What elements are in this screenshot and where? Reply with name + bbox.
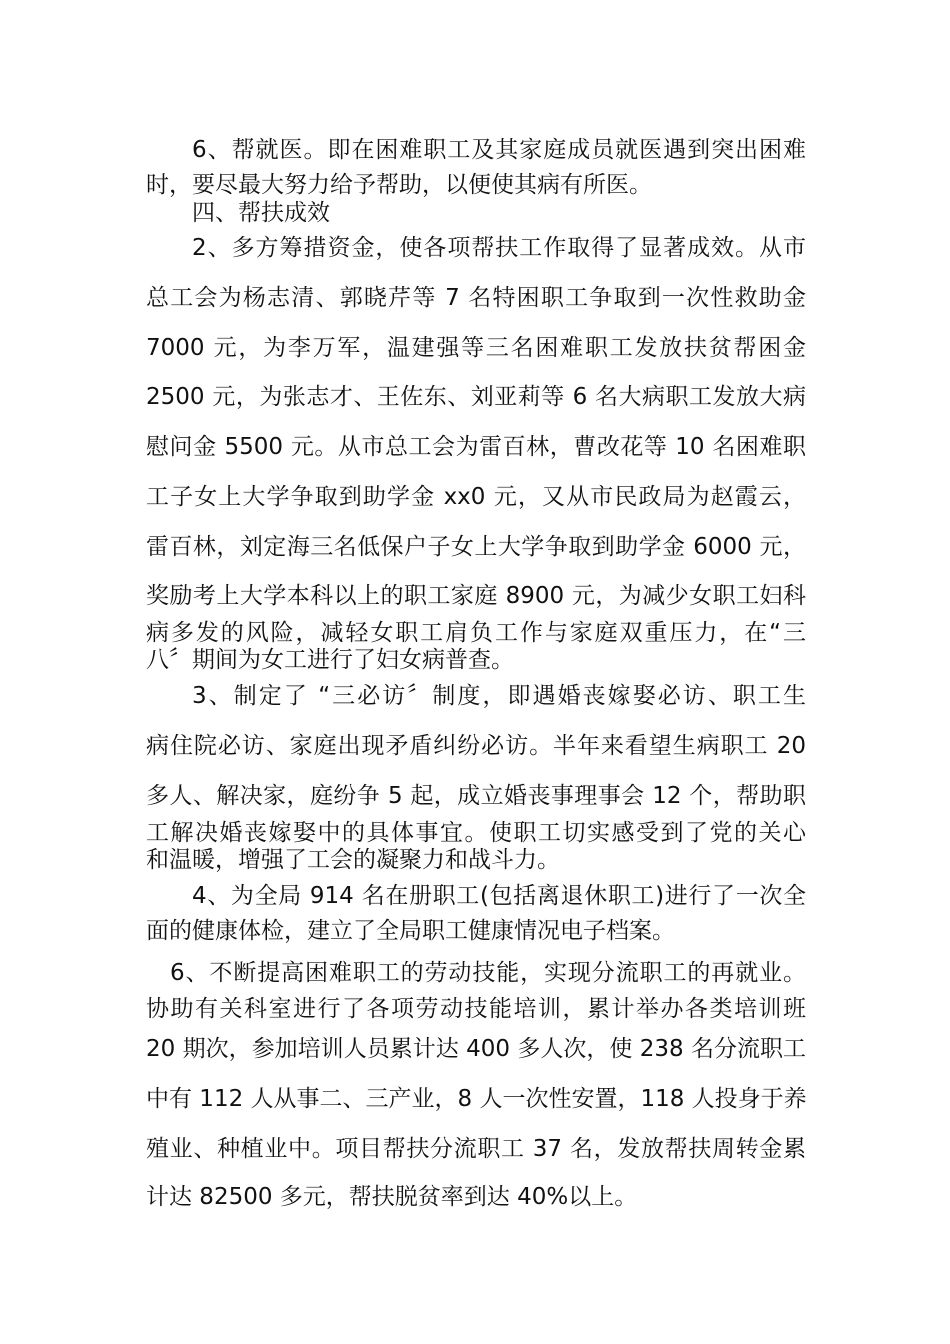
paragraph-line: 八〞期间为女工进行了妇女病普查。 [146,647,514,673]
paragraph-line: 协助有关科室进行了各项劳动技能培训，累计举办各类培训班 [146,996,806,1022]
paragraph-line: 6、不断提高困难职工的劳动技能，实现分流职工的再就业。 [170,960,806,986]
paragraph-line: 3、制定了 “三必访〞制度，即遇婚丧嫁娶必访、职工生 [192,683,806,709]
paragraph-line: 工解决婚丧嫁娶中的具体事宜。使职工切实感受到了党的关心 [146,820,806,846]
paragraph-line: 4、为全局 914 名在册职工(包括离退休职工)进行了一次全 [192,883,806,909]
paragraph-line: 6、帮就医。即在困难职工及其家庭成员就医遇到突出困难 [192,137,806,163]
paragraph-line: 奖励考上大学本科以上的职工家庭 8900 元，为减少女职工妇科 [146,583,806,609]
section-heading: 四、帮扶成效 [192,200,330,226]
paragraph-line: 面的健康体检，建立了全局职工健康情况电子档案。 [146,918,675,944]
paragraph-line: 和温暖，增强了工会的凝聚力和战斗力。 [146,847,560,873]
paragraph-line: 中有 112 人从事二、三产业，8 人一次性安置，118 人投身于养 [146,1086,807,1112]
paragraph-line: 2、多方筹措资金，使各项帮扶工作取得了显著成效。从市 [192,235,806,261]
paragraph-line: 时，要尽最大努力给予帮助，以便使其病有所医。 [146,172,652,198]
paragraph-line: 7000 元，为李万军，温建强等三名困难职工发放扶贫帮困金 [146,335,806,361]
paragraph-line: 2500 元，为张志才、王佐东、刘亚莉等 6 名大病职工发放大病 [146,384,806,410]
paragraph-line: 雷百林，刘定海三名低保户子女上大学争取到助学金 6000 元， [146,534,806,560]
paragraph-line: 20 期次，参加培训人员累计达 400 多人次，使 238 名分流职工 [146,1036,806,1062]
paragraph-line: 慰问金 5500 元。从市总工会为雷百林，曹改花等 10 名困难职 [146,434,806,460]
paragraph-line: 病住院必访、家庭出现矛盾纠纷必访。半年来看望生病职工 20 [146,733,806,759]
paragraph-line: 病多发的风险，减轻女职工肩负工作与家庭双重压力，在“三 [146,620,806,646]
paragraph-line: 殖业、种植业中。项目帮扶分流职工 37 名，发放帮扶周转金累 [146,1136,806,1162]
paragraph-line: 总工会为杨志清、郭晓芹等 7 名特困职工争取到一次性救助金 [146,285,806,311]
paragraph-line: 工子女上大学争取到助学金 xx0 元，又从市民政局为赵霞云， [146,484,806,510]
paragraph-line: 计达 82500 多元，帮扶脱贫率到达 40%以上。 [146,1184,638,1210]
paragraph-line: 多人、解决家，庭纷争 5 起，成立婚丧事理事会 12 个，帮助职 [146,783,806,809]
